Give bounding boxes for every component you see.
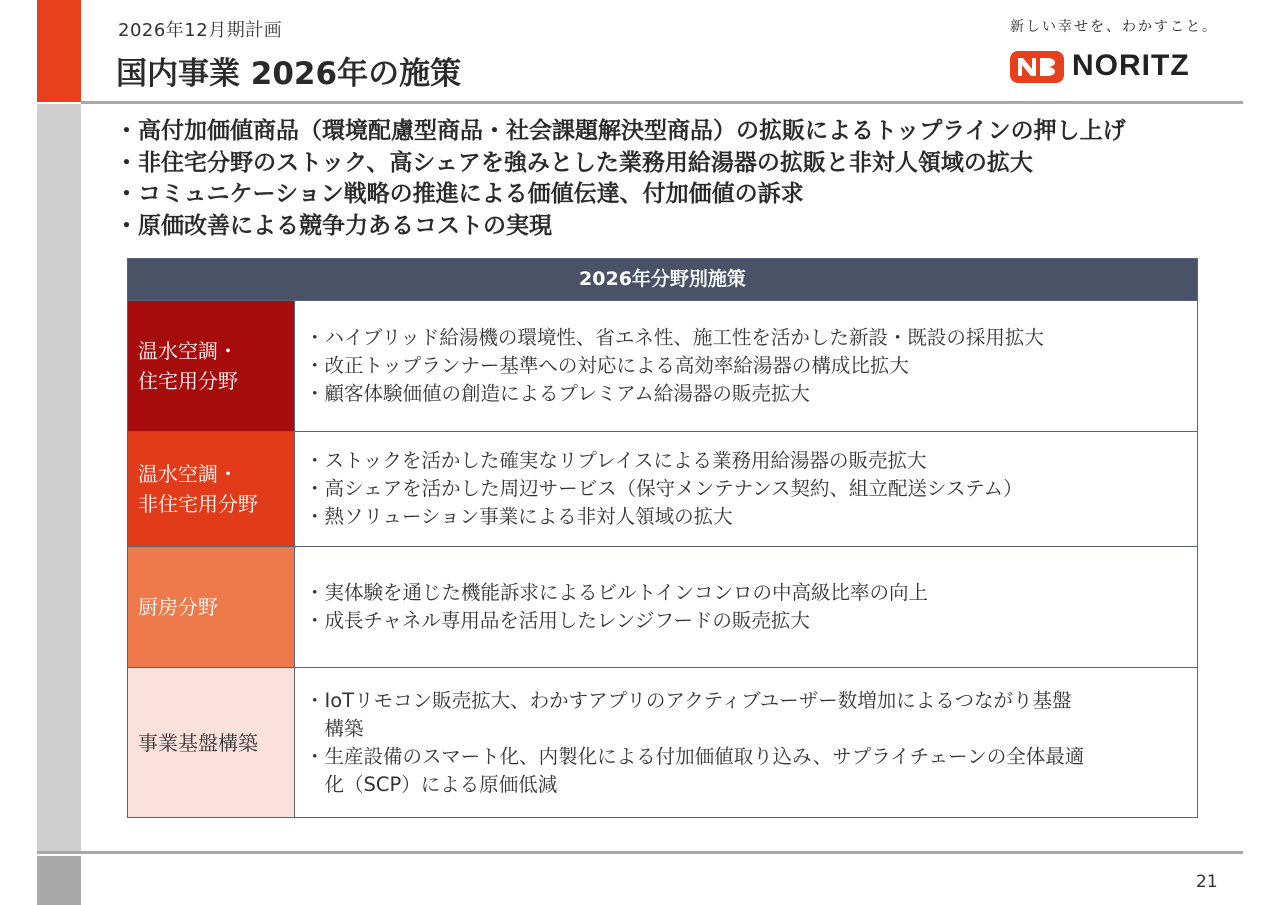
segment-measures [295, 547, 1197, 667]
measure-item: ・顧客体験価値の創造によるプレミアム給湯器の販売拡大 [305, 382, 810, 405]
measure-item: ・高シェアを活かした周辺サービス（保守メンテナンス契約、組立配送システム） [305, 477, 1023, 500]
segment-label-line: 事業基盤構築 [138, 730, 258, 755]
page-subtitle: 2026年12月期計画 [118, 20, 283, 41]
left-accent-bar [37, 0, 81, 102]
table-row [128, 431, 1197, 546]
segment-label [128, 432, 295, 546]
key-policy-item: ・非住宅分野のストック、高シェアを強みとした業務用給湯器の拡販と非対人領域の拡大 [115, 149, 1033, 176]
noritz-logo [1010, 48, 1210, 88]
segment-label-line: 厨房分野 [138, 595, 218, 619]
measure-item: ・生産設備のスマート化、内製化による付加価値取り込み、サプライチェーンの全体最適 [305, 744, 1085, 768]
header-divider [81, 101, 1243, 104]
key-policy-item: ・コミュニケーション戦略の推進による価値伝達、付加価値の訴求 [115, 181, 804, 207]
segment-label-line: 住宅用分野 [138, 369, 238, 393]
key-policy-item: ・原価改善による競争力あるコストの実現 [115, 212, 552, 239]
measure-item: 構築 [305, 716, 364, 740]
table-row [128, 667, 1197, 817]
segment-label [128, 301, 295, 431]
measure-item: ・熱ソリューション事業による非対人領域の拡大 [305, 505, 733, 528]
page-title: 国内事業 2026年の施策 [116, 56, 462, 92]
brand-tagline: 新しい幸せを、わかすこと。 [1010, 19, 1218, 35]
measure-item: ・成長チャネル専用品を活用したレンジフードの販売拡大 [305, 609, 810, 632]
page-number: 21 [1196, 872, 1218, 892]
key-policy-item: ・高付加価値商品（環境配慮型商品・社会課題解決型商品）の拡販によるトップラインの押し上げ [115, 118, 1126, 144]
left-side-bar [37, 104, 81, 852]
key-policy-list [115, 116, 1126, 242]
measure-item: ・ストックを活かした確実なリプレイスによる業務用給湯器の販売拡大 [305, 449, 927, 472]
table-row [128, 546, 1197, 667]
segment-label-line: 温水空調・ [138, 462, 238, 486]
table-row [128, 300, 1197, 431]
footer-divider [37, 851, 1243, 854]
measure-item: ・実体験を通じた機能訴求によるビルトインコンロの中高級比率の向上 [305, 581, 929, 604]
measure-item: ・改正トップランナー基準への対応による高効率給湯器の構成比拡大 [305, 354, 909, 377]
segment-measures [295, 432, 1197, 546]
measure-item: 化（SCP）による原価低減 [305, 772, 558, 796]
segment-measures [295, 301, 1197, 431]
segment-label-line: 非住宅用分野 [138, 492, 258, 516]
left-footer-bar [37, 856, 81, 905]
measure-item: ・ハイブリッド給湯機の環境性、省エネ性、施工性を活かした新設・既設の採用拡大 [305, 326, 1044, 349]
segment-label-line: 温水空調・ [138, 339, 238, 363]
segment-label [128, 668, 295, 817]
segment-measures [295, 668, 1197, 817]
segment-measures-table [127, 258, 1198, 818]
noritz-wordmark: NORITZ [1072, 49, 1190, 82]
noritz-logo-mark-icon [1010, 51, 1064, 83]
table-header: 2026年分野別施策 [128, 259, 1197, 300]
measure-item: ・IoTリモコン販売拡大、わかすアプリのアクティブユーザー数増加によるつながり基盤 [305, 688, 1072, 712]
segment-label [128, 547, 295, 667]
